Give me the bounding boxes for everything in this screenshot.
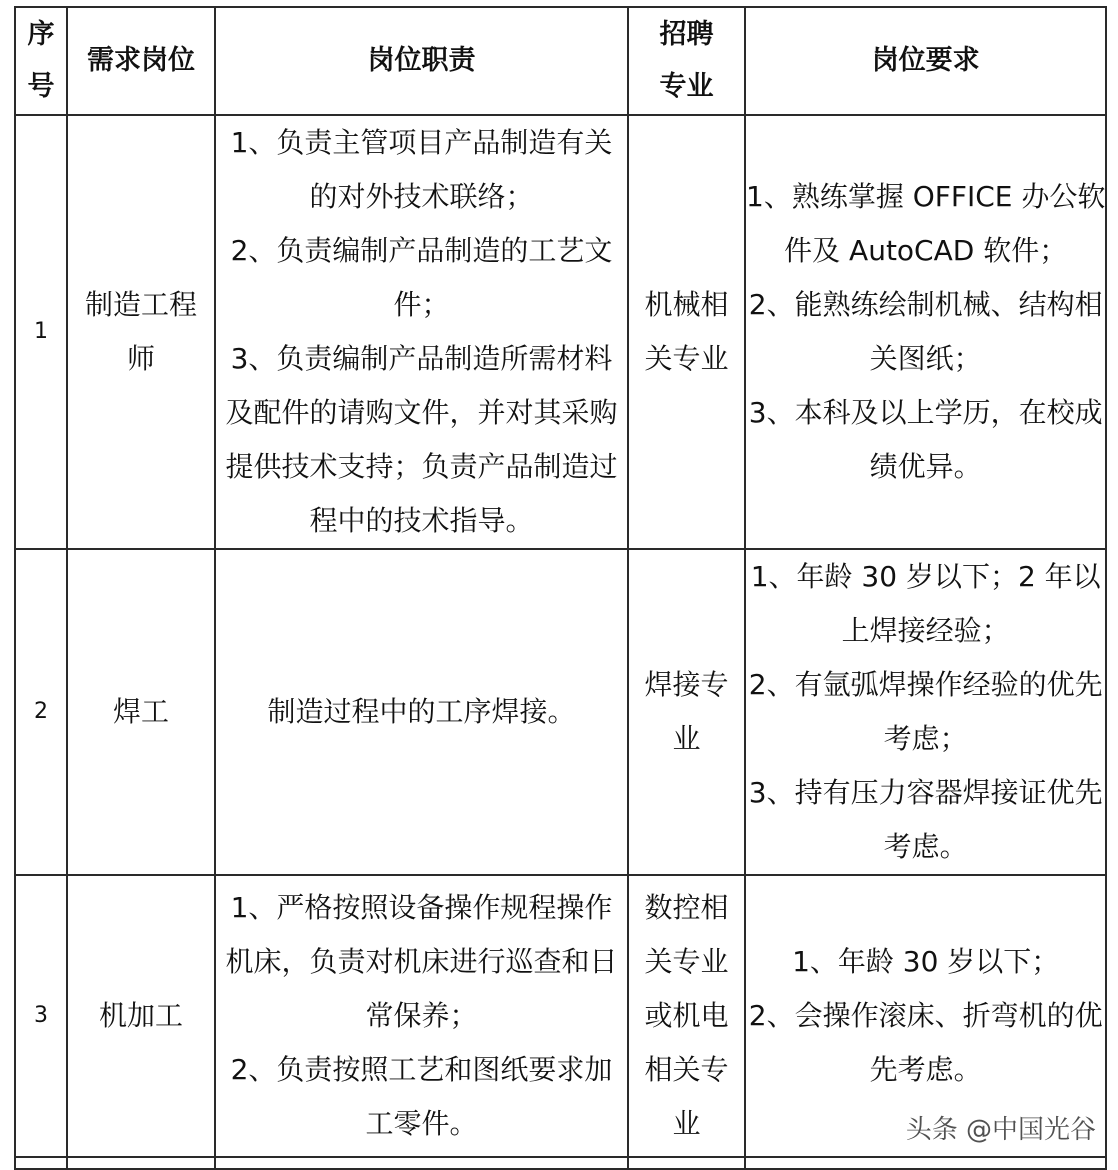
header-duties: 岗位职责 <box>215 7 628 115</box>
row-position: 制造工程 师 <box>67 115 215 549</box>
row-duties: 1、严格按照设备操作规程操作 机床，负责对机床进行巡查和日 常保养； 2、负责按照工艺和图纸要求加 工零件。 <box>215 875 628 1157</box>
row-index: 2 <box>15 549 67 875</box>
row-position: 机加工 <box>67 875 215 1157</box>
row-index: 3 <box>15 875 67 1157</box>
header-major: 招聘 专业 <box>628 7 745 115</box>
table-row-partial <box>15 1157 1106 1169</box>
row-major: 焊接专 业 <box>628 549 745 875</box>
header-position: 需求岗位 <box>67 7 215 115</box>
header-index: 序 号 <box>15 7 67 115</box>
header-requirements: 岗位要求 <box>745 7 1106 115</box>
row-requirements: 1、熟练掌握 OFFICE 办公软 件及 AutoCAD 软件； 2、能熟练绘制机械、结构相 关图纸； 3、本科及以上学历，在校成 绩优异。 <box>745 115 1106 549</box>
row-requirements: 1、年龄 30 岁以下；2 年以 上焊接经验； 2、有氩弧焊操作经验的优先 考虑； 3、持有压力容器焊接证优先 考虑。 <box>745 549 1106 875</box>
table-row <box>15 549 1106 875</box>
row-duties: 制造过程中的工序焊接。 <box>215 549 628 875</box>
row-position: 焊工 <box>67 549 215 875</box>
header-row <box>15 7 1106 115</box>
row-major: 数控相 关专业 或机电 相关专 业 <box>628 875 745 1157</box>
table-row <box>15 115 1106 549</box>
job-table <box>14 6 1107 1170</box>
row-index: 1 <box>15 115 67 549</box>
watermark: 头条 @中国光谷 <box>905 1115 1096 1145</box>
row-major: 机械相 关专业 <box>628 115 745 549</box>
row-duties: 1、负责主管项目产品制造有关 的对外技术联络； 2、负责编制产品制造的工艺文 件； 3、负责编制产品制造所需材料 及配件的请购文件，并对其采购 提供技术支持；负责产品制造过 程中的技术指导。 <box>215 115 628 549</box>
row-requirements: 1、年龄 30 岁以下； 2、会操作滚床、折弯机的优 先考虑。 <box>745 875 1106 1157</box>
